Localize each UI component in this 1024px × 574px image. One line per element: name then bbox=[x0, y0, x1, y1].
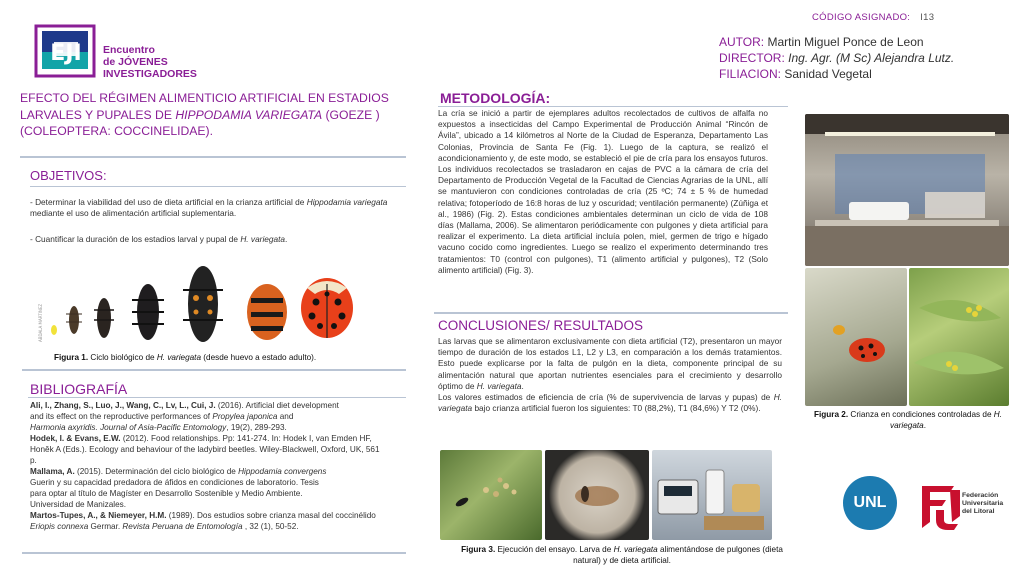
bib-entry-4: Martos-Tupes, A., & Niemeyer, H.M. (1989). Dos estudios sobre crianza masal del coccinélido Eriopis connexa Germar. Revista Peruana de Entomología , 32 (1), 50-52. bbox=[30, 511, 376, 531]
bib-entry-3: Mallama, A. (2015). Determinación del ciclo biológico de Hippodamia convergens Guerin y su capacidad predadora de áfidos en condiciones de laboratorio. Tesis para optar al título de Magíster en Desarrollo Sostenible y Medio Ambiente. Universidad de Manizales. bbox=[30, 467, 327, 509]
conclusiones-p2: Los valores estimados de eficiencia de cría (% de supervivencia de larvas y pupas) de H. variegata bajo crianza artificial fueron los siguientes: T0 (88,2%), T1 (84,6%) Y T2 (0%). bbox=[438, 392, 782, 414]
objetivos-item-2: - Cuantificar la duración de los estadios larval y pupal de H. variegata. bbox=[30, 234, 288, 244]
filiacion-name: Sanidad Vegetal bbox=[784, 67, 872, 81]
conclusiones-p1: Las larvas que se alimentaron exclusivamente con dieta artificial (T2), presentaron un mayor tiempo de duración de los estados L1, L2 y L3, en comparación a los demás tratamientos. Esto puede explicarse por la falta de pulgón en la dieta, componente principal de su alimentación natural que aportan nutrientes esenciales para el crecimiento y desarrollo óptimo de H. variegata. bbox=[438, 336, 782, 391]
fig2-photo-chamber bbox=[805, 114, 1009, 266]
objetivos-item-1: - Determinar la viabilidad del uso de dieta artificial en la crianza artificial de Hippodamia variegata mediante el uso de alimentación artificial suplementaria. bbox=[30, 197, 388, 219]
director-label: DIRECTOR: bbox=[719, 51, 785, 65]
ladybird-adult-icon bbox=[301, 278, 353, 338]
logo-line-3: INVESTIGADORES bbox=[103, 68, 197, 80]
eji-logo-text bbox=[103, 44, 197, 80]
title-species: HIPPODAMIA VARIEGATA bbox=[175, 107, 323, 122]
pupa-icon bbox=[247, 284, 287, 340]
figura1-caption: Figura 1. Ciclo biológico de H. variegata (desde huevo a estado adulto). bbox=[54, 353, 317, 362]
eji-logo bbox=[34, 22, 98, 80]
director-name: Ing. Agr. (M Sc) Alejandra Lutz. bbox=[788, 51, 955, 65]
ful-logo-text: Federación Universitaria del Litoral bbox=[962, 492, 1004, 515]
figura3-caption: Figura 3. Ejecución del ensayo. Larva de H. variegata alimentándose de pulgones (dieta natural) y de dieta artificial. bbox=[461, 545, 783, 565]
title-divider bbox=[20, 156, 406, 158]
ful-logo-mark bbox=[914, 476, 968, 530]
logo-line-1: Encuentro bbox=[103, 44, 155, 56]
bibliografia-divider bbox=[28, 397, 406, 398]
conclusiones-text bbox=[438, 336, 782, 414]
bibliografia-heading: BIBLIOGRAFÍA bbox=[30, 381, 128, 397]
egg-icon bbox=[51, 325, 57, 335]
larva-medium-icon bbox=[94, 298, 114, 338]
objetivos-heading: OBJETIVOS: bbox=[30, 168, 107, 183]
bib-entry-1: Ali, I., Zhang, S., Luo, J., Wang, C., Lv, L., Cui, J. (2016). Artificial diet development and its effect on the reproductive performances of Propylea japonica and Harmonia axyridis. Journal of Asia-Pacific Entomology, 19(2), 289-293. bbox=[30, 401, 339, 432]
assigned-code bbox=[812, 12, 934, 23]
logo-letters: EJI bbox=[50, 41, 82, 66]
conclusiones-heading: CONCLUSIONES/ RESULTADOS bbox=[438, 318, 644, 333]
bottom-left-divider bbox=[22, 552, 406, 554]
life-cycle-image bbox=[36, 246, 406, 350]
fig3-photo-microscope bbox=[545, 450, 649, 540]
code-value: I13 bbox=[920, 12, 935, 23]
director-line bbox=[719, 50, 954, 66]
title-part-2: (GOEZE )(COLEOPTERA: COCCINELIDAE). bbox=[20, 107, 380, 138]
author-block bbox=[719, 34, 954, 82]
larva-small-icon bbox=[66, 306, 82, 334]
autor-line bbox=[719, 34, 954, 50]
metodologia-divider bbox=[438, 106, 788, 107]
logo-line-2: de JÓVENES bbox=[103, 56, 168, 68]
fig2-photo-ladybird bbox=[805, 268, 907, 406]
fig1-divider bbox=[22, 369, 406, 371]
larva-final-icon bbox=[183, 266, 223, 342]
unl-logo-text: UNL bbox=[853, 494, 887, 511]
bib-entry-2: Hodek, I. & Evans, E.W. (2012). Food relationships. Pp: 141-274. In: Hodek I, van Emden HF, Honěk A (Eds.). Ecology and behaviour of the ladybird beetles. Wiley-Blackwell, Oxford, UK, 561 p. bbox=[30, 434, 380, 465]
autor-label: AUTOR: bbox=[719, 35, 765, 49]
unl-logo bbox=[843, 476, 897, 530]
code-label: CÓDIGO ASIGNADO: bbox=[812, 12, 911, 23]
objetivos-divider bbox=[30, 186, 406, 187]
title-part-1: EFECTO DEL RÉGIMEN ALIMENTICIO ARTIFICIAL EN ESTADIOS LARVALES Y PUPALES DE bbox=[20, 91, 389, 122]
filiacion-label: FILIACION: bbox=[719, 67, 782, 81]
conclusiones-top-divider bbox=[434, 312, 788, 314]
autor-name: Martin Miguel Ponce de Leon bbox=[767, 35, 924, 49]
larva-large-icon bbox=[132, 284, 164, 340]
fig1-side-text: ABDALA MARTINEZ bbox=[38, 303, 43, 342]
fig2-photo-leaves bbox=[909, 268, 1009, 406]
fig3-photo-lab bbox=[652, 450, 772, 540]
metodologia-text: La cría se inició a partir de ejemplares adultos recolectados de cultivos de alfalfa no expuestos a insecticidas del Campo Experimental de Producción Animal “Rincón de Ávila”, ubicado a 14 kilómetros al Norte de la Ciudad de Esperanza, Departamento Las Colonias, Provincia de Santa Fe (Fig. 1). Luego de la captura, se realizó el acondicionamiento y, de este modo, se estableció el pie de cría para los ensayos futuros. Los individuos recolectados se trasladaron en cajas de PVC a la cámara de cría del Departamento de Producción Vegetal de la Facultad de Ciencias Agrarias de la UNL, allí se mantuvieron con condiciones controladas de cría (25 ºC; 74 ± 5 % de humedad relativa; fotoperíodo de 16:8 horas de luz y oscuridad; ventilación permanente) (Zúñiga et al., 1986) (Fig. 2). Estas condiciones ambientales determinan un ciclo de vida de 108 días (Mallama, 2006). Se alimentaron periódicamente con pulgones y dieta artificial para realizar el experimento. La dieta artificial incluía polen, miel, germen de trigo e hígado vacuno cocido como ingredientes. Luego se realizo el experimento determinando tres tratamientos: T0 (control con pulgones), T1 (alimento artificial y pulgones), T2 (Solo alimento artificial) (Fig. 3). bbox=[438, 108, 768, 275]
figura2-caption: Figura 2. Crianza en condiciones controladas de H. variegata. bbox=[814, 410, 1002, 430]
metodologia-heading: METODOLOGÍA: bbox=[440, 90, 551, 106]
fig3-photo-leaf bbox=[440, 450, 542, 540]
bibliografia-list bbox=[30, 400, 414, 532]
poster-title bbox=[20, 90, 425, 140]
filiacion-line bbox=[719, 66, 954, 82]
